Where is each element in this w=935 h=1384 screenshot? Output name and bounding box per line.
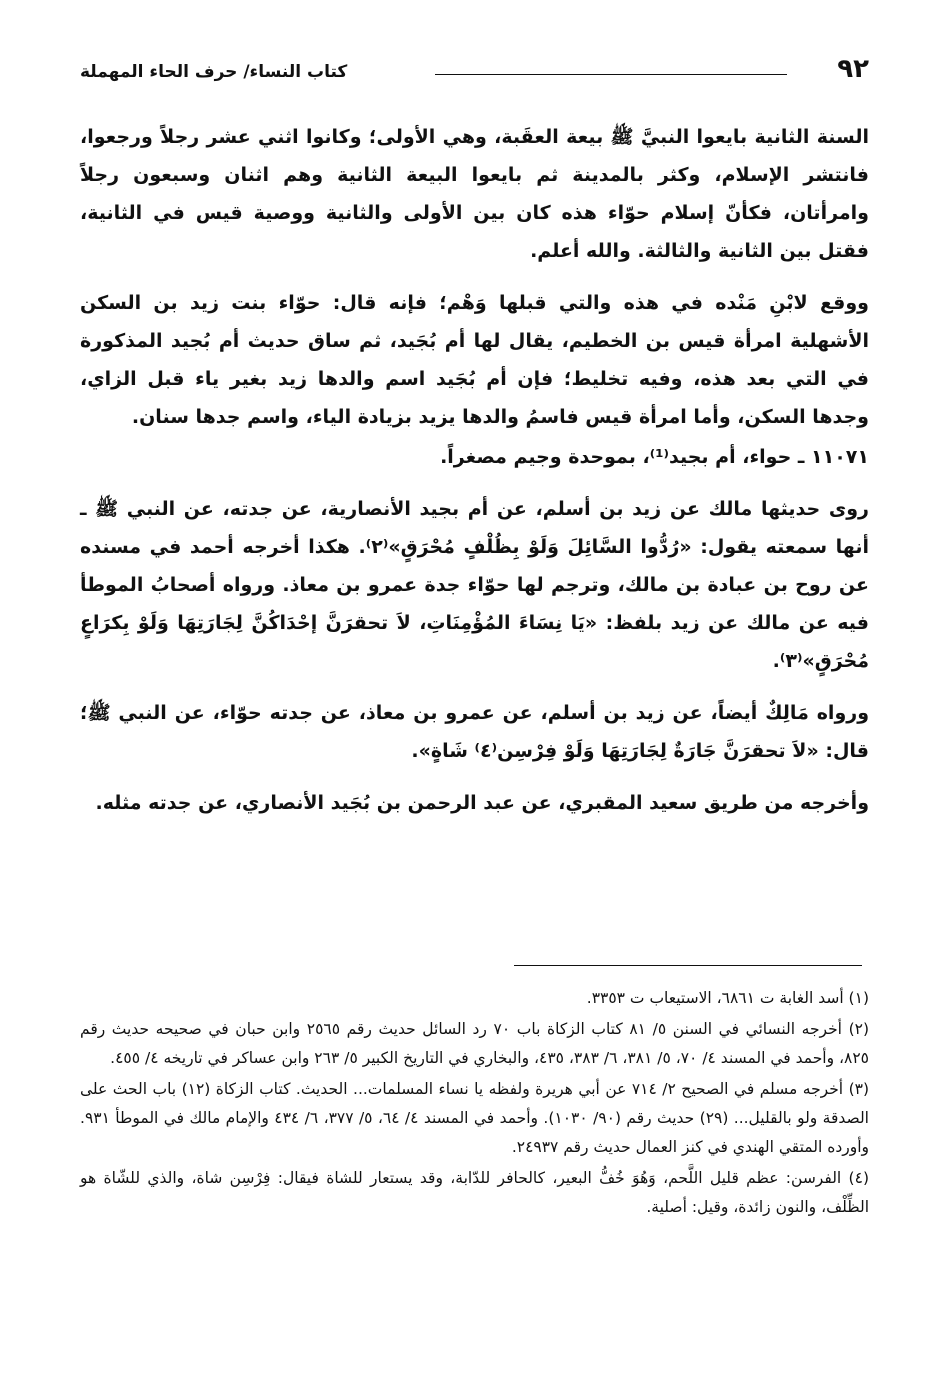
running-header [80, 52, 869, 92]
footnotes-divider [514, 965, 862, 966]
running-title: كتاب النساء/ حرف الحاء المهملة [80, 62, 348, 82]
footnote-3: (٣) أخرجه مسلم في الصحيح ٢/ ٧١٤ عن أبي هريرة ولفظه يا نساء المسلمات... الحديث. كتاب الزكاة (١٢) باب الحث على الصدقة ولو بالقليل... (٢٩) حديث رقم (٩٠/ ١٠٣٠). وأحمد في المسند ٤/ ٦٤، ٥/ ٣٧٧، ٦/ ٤٣٤ والإمام مالك في الموطأ ٩٣١. وأورده المتقي الهندي في كنز العمال حديث رقم ٢٤٩٣٧. [80, 1080, 870, 1156]
paragraph-continuation: السنة الثانية بايعوا النبيَّ ﷺ بيعة العقَبة، وهي الأولى؛ وكانوا اثني عشر رجلاً ورجعوا، فانتشر الإسلام، وكثر بالمدينة ثم بايعوا البيعة الثانية وهم اثنان وسبعون رجلاً وامرأتان، فكأنّ إسلام حوّاء هذه كان بين الأولى والثانية ووصية قيس في الثانية، فقتل بين الثانية والثالثة. والله أعلم. [80, 126, 869, 262]
footnote-2: (٢) أخرجه النسائي في السنن ٥/ ٨١ كتاب الزكاة باب ٧٠ رد السائل حديث رقم ٢٥٦٥ وابن حبان في صحيحه حديث رقم ٨٢٥، وأحمد في المسند ٤/ ٧٠، ٥/ ٣٨١، ٦/ ٣٨٣، ٤٣٥، والبخاري في التاريخ الكبير ٥/ ٢٦٣ وابن عساكر في تاريخه ٤/ ٤٥٥. [80, 1020, 870, 1067]
paragraph-ibn-mandah-note: ووقع لابْنِ مَنْده في هذه والتي قبلها وَهْم؛ فإنه قال: حوّاء بنت زيد بن السكن الأشهلية امرأة قيس بن الخطيم، يقال لها أم بُجَيد، ثم ساق حديث أم بُجيد المذكورة في التي بعد هذه، وفيه تخليط؛ فإن أم بُجَيد اسم والدها زيد بغير ياء قبل الزاي، وجدها السكن، وأما امرأة قيس فاسمُ والدها يزيد بزيادة الياء، واسم جدها سنان. [80, 292, 869, 428]
footnote-1: (١) أسد الغابة ت ٦٨٦١، الاستيعاب ت ٣٣٥٣. [586, 989, 869, 1007]
paragraph-maqburi-narration: وأخرجه من طريق سعيد المقبري، عن عبد الرحمن بن بُجَيد الأنصاري، عن جدته مثله. [95, 792, 869, 814]
main-text [80, 118, 869, 822]
paragraph-malik-narration: ورواه مَالِكٌ أيضاً، عن زيد بن أسلم، عن عمرو بن معاذ، عن جدته حوّاء، عن النبي ﷺ؛ قال: «لاَ تحقرَنَّ جَارَةٌ لِجَارَتِهَا وَلَوْ فِرْسِن⁽٤⁾ شَاةٍ». [80, 702, 869, 762]
header-rule [435, 74, 787, 75]
footnote-4: (٤) الفرسن: عظم قليل اللَّحم، وَهُوَ خُفُّ البعير، كالحافر للدّابة، وقد يستعار للشاة فيقال: فِرْسِن شاة، والذي للشّاة هو الظِّلْف، والنون زائدة، وقيل: أصلية. [80, 1169, 869, 1216]
page-number: ٩٢ [837, 54, 869, 84]
paragraph-hadith-narration: روى حديثها مالك عن زيد بن أسلم، عن أم بجيد الأنصارية، عن جدته، عن النبي ﷺ ـ أنها سمعته يقول: «رُدُّوا السَّائِلَ وَلَوْ بِظُلْفٍ مُحْرَقٍ»⁽٢⁾. هكذا أخرجه أحمد في مسنده عن روح بن عبادة بن مالك، وترجم لها حوّاء جدة عمرو بن معاذ. ورواه أصحابُ الموطأ فيه عن مالك عن زيد بلفظ: «يَا نِسَاءَ المُؤْمِنَاتِ، لاَ تحقرَنَّ إحْدَاكُنَّ لِجَارَتِهَا وَلَوْ بِكرَاعٍ مُحْرَقٍ»⁽٣⁾. [80, 498, 869, 672]
footnotes [80, 984, 869, 1224]
entry-heading-11071: ١١٠٧١ ـ حواء، أم بجيد⁽¹⁾، بموحدة وجيم مصغراً. [440, 446, 869, 468]
